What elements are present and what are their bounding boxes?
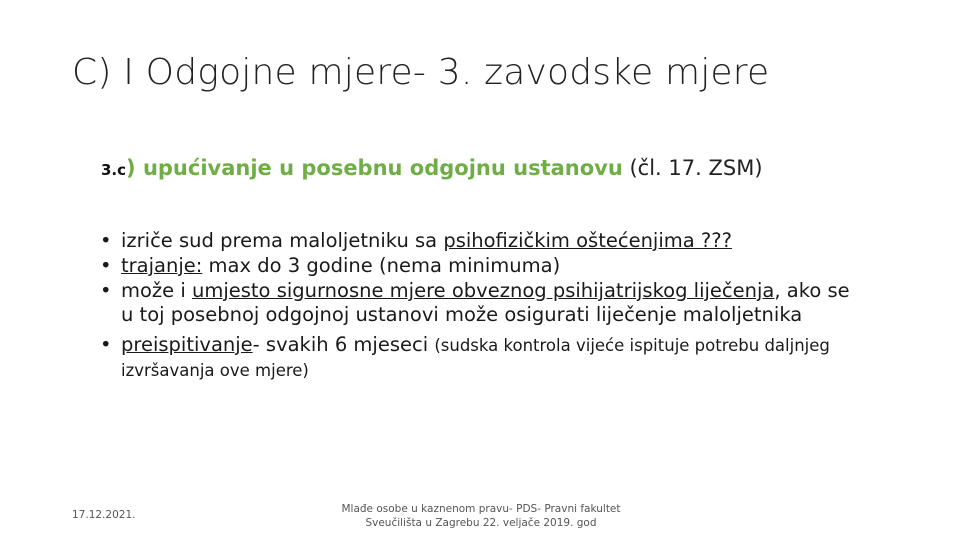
subheading-paren: ): [126, 156, 136, 180]
footer-caption: Mlađe osobe u kaznenom pravu- PDS- Pravni fakultet Sveučilišta u Zagrebu 22. veljače 2019. god: [341, 503, 621, 529]
bullet-text: , ako se u toj posebnoj odgojnoj ustanovi može osigurati liječenje maloljetnika: [121, 279, 850, 326]
bullet-item: [100, 279, 860, 327]
bullet-text: može i: [121, 279, 192, 302]
bullet-underlined-text: preispitivanje: [121, 333, 253, 356]
bullet-marker: •: [100, 229, 112, 252]
bullet-list: [100, 229, 860, 384]
bullet-underlined-text: umjesto sigurnosne mjere obveznog psihijatrijskog liječenja: [191, 279, 775, 302]
subheading-title: upućivanje u posebnu odgojnu ustanovu: [135, 156, 623, 180]
bullet-item: [100, 254, 860, 278]
subheading-reference: (čl. 17. ZSM): [622, 156, 763, 180]
bullet-item: [100, 229, 860, 253]
bullet-small-text: (sudska kontrola vijeće ispituje potrebu daljnjeg izvršavanja ove mjere): [121, 336, 830, 380]
bullet-marker: •: [100, 279, 112, 302]
bullet-item: [100, 333, 860, 383]
bullet-text: izriče sud prema maloljetniku sa: [121, 229, 444, 252]
bullet-text: max do 3 godine (nema minimuma): [202, 254, 561, 277]
subheading-number: 3.c: [101, 161, 127, 179]
slide-title: C) I Odgojne mjere- 3. zavodske mjere: [72, 52, 770, 93]
bullet-marker: •: [100, 254, 112, 277]
bullet-underlined-text: psihofizičkim oštećenjima ???: [443, 229, 732, 252]
bullet-marker: •: [100, 333, 112, 356]
bullet-text: - svakih 6 mjeseci: [252, 333, 435, 356]
subheading: [101, 156, 763, 180]
footer-date: 17.12.2021.: [72, 509, 136, 521]
bullet-underlined-text: trajanje:: [121, 254, 203, 277]
